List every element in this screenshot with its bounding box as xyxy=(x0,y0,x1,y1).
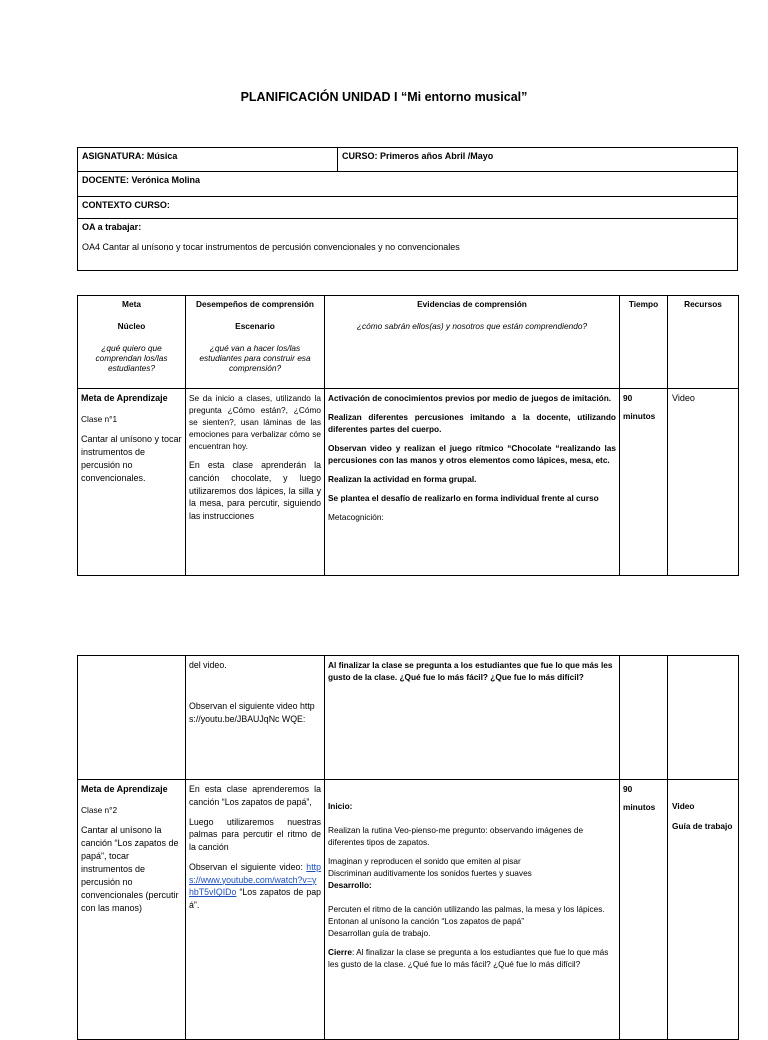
clase2-meta: Meta de Aprendizaje Clase n°2 Cantar al unísono la canción “Los zapatos de papá”, tocar instrumentos de percusión no convencionales (percutir con las manos) xyxy=(78,780,186,1040)
clase1-evidencias: Activación de conocimientos previos por medio de juegos de imitación. Realizan diferentes percusiones imitando a la docente, utilizando diferentes partes del cuerpo. Observan video y realizan el juego rítmico “Chocolate “realizando las percusiones con las manos y otros elementos como lápices, mesa, etc. Realizan la actividad en forma grupal. Se plantea el desafío de realizarlo en forma individual frente al curso Metacognición: xyxy=(325,389,620,576)
header-evidencias: Evidencias de comprensión ¿cómo sabrán ellos(as) y nosotros que están comprendiendo? xyxy=(325,296,620,389)
header-meta: Meta Núcleo ¿qué quiero que comprendan los/las estudiantes? xyxy=(78,296,186,389)
cont-meta xyxy=(78,656,186,780)
clase2-cierre: Cierre: Al finalizar la clase se pregunta a los estudiantes que fue lo que más les gusto de la clase. ¿Qué fue lo más fácil? ¿Qué fue lo más difícil? xyxy=(328,947,609,970)
info-table xyxy=(77,147,738,271)
planning-table-2 xyxy=(77,655,739,1040)
oa-label: OA a trabajar: xyxy=(82,222,142,232)
clase1-recursos: Video xyxy=(668,389,739,576)
clase2-recursos: Video Guía de trabajo xyxy=(668,780,739,1040)
docente-cell: DOCENTE: Verónica Molina xyxy=(78,172,738,197)
document-title: PLANIFICACIÓN UNIDAD I “Mi entorno musical” xyxy=(240,90,528,104)
planning-table-1 xyxy=(77,295,739,576)
clase2-tiempo: 90 minutos xyxy=(620,780,668,1040)
cont-recursos xyxy=(668,656,739,780)
clase1-desempenos: Se da inicio a clases, utilizando la pregunta ¿Cómo están?, ¿Cómo se sienten?, usan láminas de las emociones para verbalizar cómo se encuentran hoy. En esta clase aprenderán la canción chocolate, y luego utilizaremos dos lápices, la silla y la mesa, para percutir, siguiendo las instrucciones xyxy=(186,389,325,576)
clase1-tiempo: 90 minutos xyxy=(620,389,668,576)
clase2-desempenos: En esta clase aprenderemos la canción “Los zapatos de papá”, Luego utilizaremos nuestras palmas para percutir el ritmo de la canción Observan el siguiente video: https://www.youtube.com/watch?v=yhbT5vIQIDo “Los zapatos de papá”. xyxy=(186,780,325,1040)
oa-cell xyxy=(78,219,738,271)
clase1-meta: Meta de Aprendizaje Clase n°1 Cantar al unísono y tocar instrumentos de percusión no convencionales. xyxy=(78,389,186,576)
cont-tiempo xyxy=(620,656,668,780)
video-link[interactable]: https://www.youtube.com/watch?v=yhbT5vIQIDo xyxy=(189,861,321,898)
header-recursos: Recursos xyxy=(668,296,739,389)
curso-cell: CURSO: Primeros años Abril /Mayo xyxy=(338,148,738,172)
header-desempenos: Desempeños de comprensión Escenario ¿qué van a hacer los/las estudiantes para construir esa comprensión? xyxy=(186,296,325,389)
cont-desempenos: del video. Observan el siguiente video https://youtu.be/JBAUJqNc WQE: xyxy=(186,656,325,780)
asignatura-cell: ASIGNATURA: Música xyxy=(78,148,338,172)
cont-evidencias: Al finalizar la clase se pregunta a los estudiantes que fue lo que más les gusto de la clase. ¿Qué fue lo más fácil? ¿Que fue lo más difícil? xyxy=(325,656,620,780)
clase2-evidencias: Inicio: Realizan la rutina Veo-pienso-me pregunto: observando imágenes de diferentes tipos de zapatos. Imaginan y reproducen el sonido que emiten al pisar Discriminan auditivamente los sonidos fuertes y suaves Desarrollo: Percuten el ritmo de la canción utilizando las palmas, la mesa y los lápices. Entonan al unísono la canción “Los zapatos de papá” Desarrollan guía de trabajo. Cierre: Al finalizar la clase se pregunta a los estudiantes que fue lo que más les gusto de la clase. ¿Qué fue lo más fácil? ¿Qué fue lo más difícil? xyxy=(325,780,620,1040)
contexto-cell: CONTEXTO CURSO: xyxy=(78,197,738,219)
header-tiempo: Tiempo xyxy=(620,296,668,389)
clase2-video-paragraph: Observan el siguiente video: https://www.youtube.com/watch?v=yhbT5vIQIDo “Los zapatos de papá”. xyxy=(189,861,321,910)
oa-text: OA4 Cantar al unísono y tocar instrumentos de percusión convencionales y no convencionales xyxy=(82,242,460,252)
